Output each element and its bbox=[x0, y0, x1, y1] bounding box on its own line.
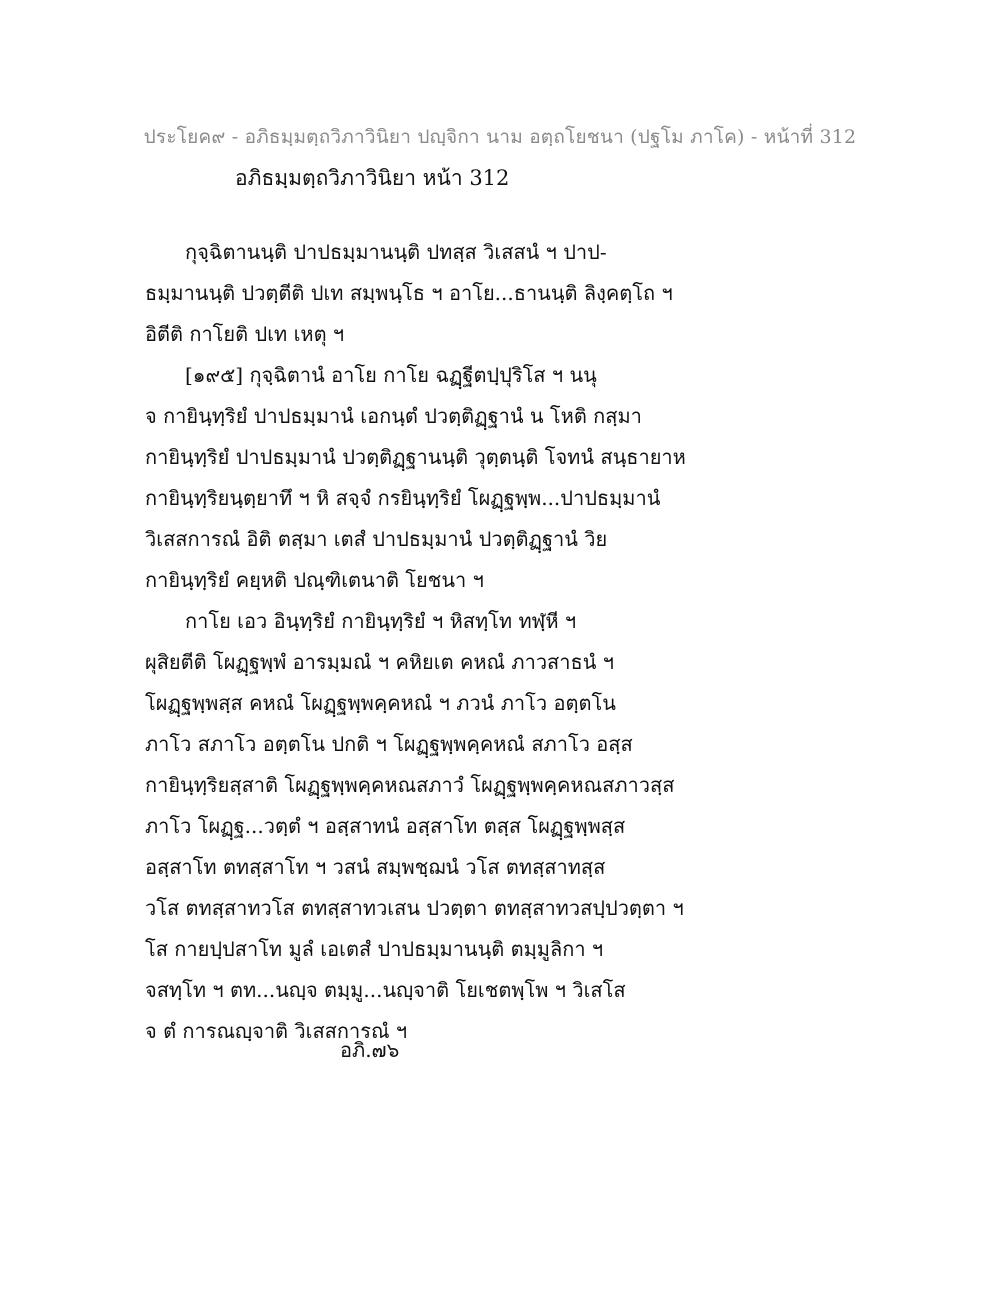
text-line: จสทฺโท ฯ ตท...นญฺจ ตมฺมู...นญฺจาติ โยเชตพฺโพ ฯ วิเสโส bbox=[145, 978, 626, 1002]
page-title: อภิธมฺมตฺถวิภาวินิยา หน้า 312 bbox=[235, 166, 510, 190]
text-line: วิเสสการณํ อิติ ตสฺมา เตสํ ปาปธมฺมานํ ปวตฺติฏฺฐานํ วิย bbox=[145, 527, 608, 551]
footnote-reference: อภิ.๗๖ bbox=[340, 1038, 400, 1062]
text-line: ภาโว สภาโว อตฺตโน ปกติ ฯ โผฏฺฐพฺพคฺคหณํ สภาโว อสฺส bbox=[145, 732, 633, 756]
text-line: โส กายปฺปสาโท มูลํ เอเตสํ ปาปธมฺมานนฺติ ตมฺมูลิกา ฯ bbox=[145, 937, 604, 961]
text-line: โผฏฺฐพฺพสฺส คหณํ โผฏฺฐพฺพคฺคหณํ ฯ ภวนํ ภาโว อตฺตโน bbox=[145, 691, 616, 715]
text-line: กายินฺทฺริยนฺตฺยาทึ ฯ หิ สจฺจํ กรยินฺทฺริยํ โผฏฺฐพฺพ...ปาปธมฺมานํ bbox=[145, 486, 661, 510]
text-line: อสฺสาโท ตทสฺสาโท ฯ วสนํ สมฺพชฺฌนํ วโส ตทสฺสาทสฺส bbox=[145, 855, 606, 879]
text-line: กุจฺฉิตานนฺติ ปาปธมฺมานนฺติ ปทสฺส วิเสสนํ ฯ ปาป- bbox=[185, 240, 607, 264]
text-line: ผุสิยตีติ โผฏฺฐพฺพํ อารมฺมณํ ฯ คหิยเต คหณํ ภาวสาธนํ ฯ bbox=[145, 650, 614, 674]
body-text bbox=[145, 232, 705, 1052]
running-header: ประโยค๙ - อภิธมฺมตฺถวิภาวินิยา ปญฺจิกา นาม อตฺถโยชนา (ปฐโม ภาโค) - หน้าที่ 312 bbox=[143, 126, 857, 148]
text-line: กายินฺทฺริยสฺสาติ โผฏฺฐพฺพคฺคหณสภาวํ โผฏฺฐพฺพคฺคหณสภาวสฺส bbox=[145, 773, 675, 797]
text-line: วโส ตทสฺสาทวโส ตทสฺสาทวเสน ปวตฺตา ตทสฺสาทวสปฺปวตฺตา ฯ bbox=[145, 896, 684, 920]
text-line: กายินฺทฺริยํ ปาปธมฺมานํ ปวตฺติฏฺฐานนฺติ วุตฺตนฺติ โจทนํ สนฺธายาห bbox=[145, 445, 686, 469]
text-line: จ กายินฺทฺริยํ ปาปธมฺมานํ เอกนฺตํ ปวตฺติฏฺฐานํ น โหติ กสฺมา bbox=[145, 404, 642, 428]
text-line: กาโย เอว อินฺทฺริยํ กายินฺทฺริยํ ฯ หิสทฺโท ทฬฺหี ฯ bbox=[185, 609, 577, 633]
text-line: [๑๙๕] กุจฺฉิตานํ อาโย กาโย ฉฏฺฐีตปฺปุริโส ฯ นนุ bbox=[185, 363, 597, 387]
text-line: อิตีติ กาโยติ ปเท เหตุ ฯ bbox=[145, 322, 345, 346]
text-line: ภาโว โผฏฺฐ...วตฺตํ ฯ อสฺสาทนํ อสฺสาโท ตสฺส โผฏฺฐพฺพสฺส bbox=[145, 814, 626, 838]
text-line: กายินฺทฺริยํ คยฺหติ ปณฺฑิเตนาติ โยชนา ฯ bbox=[145, 568, 484, 592]
text-line: จ ตํ การณญฺจาติ วิเสสการณํ ฯ bbox=[145, 1019, 408, 1043]
text-line: ธมฺมานนฺติ ปวตฺตีติ ปเท สมฺพนฺโธ ฯ อาโย...ธานนฺติ ลิงฺคตฺโถ ฯ bbox=[145, 281, 673, 305]
